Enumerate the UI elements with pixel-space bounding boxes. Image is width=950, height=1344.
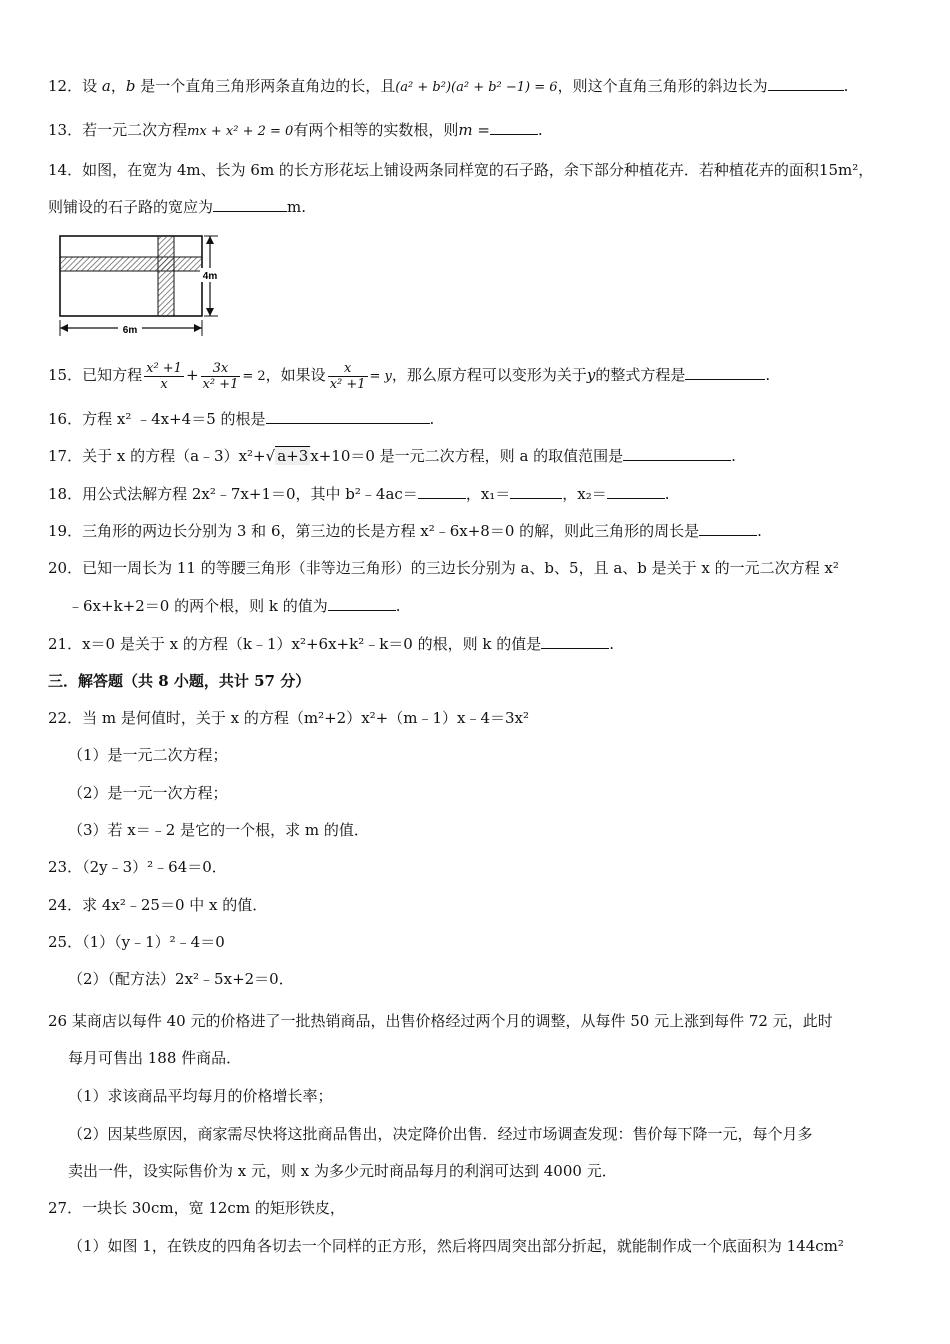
question-25: 25．（1）（y﹣1）²﹣4＝0: [48, 933, 225, 951]
question-22-part1: （1）是一元二次方程；: [68, 746, 228, 764]
fraction: $\frac{x}{\text{x² +1}}$: [329, 360, 366, 392]
question-23: 23．（2y﹣3）²﹣64＝0．: [48, 858, 227, 876]
horizontal-path: [60, 257, 202, 271]
width-label: 6m: [122, 325, 138, 336]
answer-blank[interactable]: [623, 446, 731, 461]
question-16: 16．方程 x² ﹣4x+4＝5 的根是 .: [48, 410, 435, 428]
answer-blank[interactable]: [266, 409, 430, 424]
question-14: 14．如图，在宽为 4m、长为 6m 的长方形花坛上铺设两条同样宽的石子路，余下部分种植花卉．若种植花卉的面积15m²，: [48, 161, 874, 179]
question-26: 26 某商店以每件 40 元的价格进了一批热销商品，出售价格经过两个月的调整，从每件 50 元上涨到每件 72 元，此时: [48, 1012, 833, 1030]
question-19: 19．三角形的两边长分别为 3 和 6，第三边的长是方程 x²﹣6x+8＝0 的解，则此三角形的周长是 .: [48, 522, 762, 540]
answer-blank[interactable]: [490, 120, 538, 135]
question-22-part2: （2）是一元一次方程；: [68, 784, 228, 802]
question-18: 18．用公式法解方程 2x²﹣7x+1＝0，其中 b²﹣4ac＝ ，x₁＝ ，x₂＝ .: [48, 485, 670, 503]
answer-blank[interactable]: [768, 76, 844, 91]
question-17: 17．关于 x 的方程（a﹣3）x²+√ a+3 x+10＝0 是一元二次方程，则 a 的取值范围是 .: [48, 447, 736, 465]
question-26-part2-line2: 卖出一件，设实际售价为 x 元，则 x 为多少元时商品每月的利润可达到 4000 元．: [68, 1162, 617, 1180]
height-label: 4m: [202, 271, 218, 282]
question-26-line2: 每月可售出 188 件商品．: [68, 1049, 242, 1067]
question-22-part3: （3）若 x＝﹣2 是它的一个根，求 m 的值．: [68, 821, 369, 839]
garden-diagram: [52, 232, 234, 338]
answer-blank[interactable]: [510, 484, 562, 499]
question-20: 20．已知一周长为 11 的等腰三角形（非等边三角形）的三边长分别为 a、b、5，且 a、b 是关于 x 的一元二次方程 x²: [48, 559, 839, 577]
answer-blank[interactable]: [213, 197, 287, 212]
equation: mx + x² + 2 = 0: [187, 124, 294, 139]
answer-blank[interactable]: [607, 484, 665, 499]
answer-blank[interactable]: [685, 365, 765, 380]
question-14-line2: 则铺设的石子路的宽应为 m.: [48, 198, 307, 216]
question-26-part2: （2）因某些原因，商家需尽快将这批商品售出，决定降价出售．经过市场调查发现：售价每下降一元，每个月多: [68, 1125, 813, 1143]
question-27-part1: （1）如图 1，在铁皮的四角各切去一个同样的正方形，然后将四周突出部分折起，就能制作成一个底面积为 144cm²: [68, 1237, 844, 1255]
garden-rectangle: [60, 236, 202, 316]
question-15: 15．已知方程 $\frac{\text{x² +1}}{x}$ + $\frac{3x}{\text{x² +1}}$ = 2，如果设 $\frac{x}{\text{x² +1}}$ = y，那么原方程可以变形为关于y的整式方程是 .: [48, 360, 771, 392]
question-26-part1: （1）求该商品平均每月的价格增长率；: [68, 1087, 333, 1105]
question-24: 24．求 4x²﹣25＝0 中 x 的值．: [48, 896, 268, 914]
question-25-part2: （2）（配方法）2x²﹣5x+2＝0．: [68, 970, 294, 988]
answer-blank[interactable]: [328, 596, 396, 611]
answer-blank[interactable]: [541, 634, 609, 649]
fraction: $\frac{3x}{\text{x² +1}}$: [202, 360, 239, 392]
section-heading: 三．解答题（共 8 小题，共计 57 分）: [48, 672, 311, 690]
answer-blank[interactable]: [418, 484, 466, 499]
question-22: 22．当 m 是何值时，关于 x 的方程（m²+2）x²+（m﹣1）x﹣4＝3x²: [48, 709, 530, 727]
question-27: 27．一块长 30cm，宽 12cm 的矩形铁皮，: [48, 1199, 345, 1217]
question-20-line2: ﹣6x+k+2＝0 的两个根，则 k 的值为 .: [68, 597, 401, 615]
sqrt-icon: √: [265, 447, 276, 465]
answer-blank[interactable]: [699, 521, 757, 536]
question-13: 13．若一元二次方程mx + x² + 2 = 0有两个相等的实数根，则m = .: [48, 121, 543, 139]
fraction: $\frac{\text{x² +1}}{x}$: [146, 360, 182, 392]
equation: (a² + b²)(a² + b² −1) = 6: [395, 80, 558, 95]
question-12: 12．设 a，b 是一个直角三角形两条直角边的长，且(a² + b²)(a² + b² −1) = 6，则这个直角三角形的斜边长为 .: [48, 77, 849, 95]
vertical-path: [158, 236, 174, 316]
question-21: 21．x＝0 是关于 x 的方程（k﹣1）x²+6x+k²﹣k＝0 的根，则 k 的值是 .: [48, 635, 615, 653]
